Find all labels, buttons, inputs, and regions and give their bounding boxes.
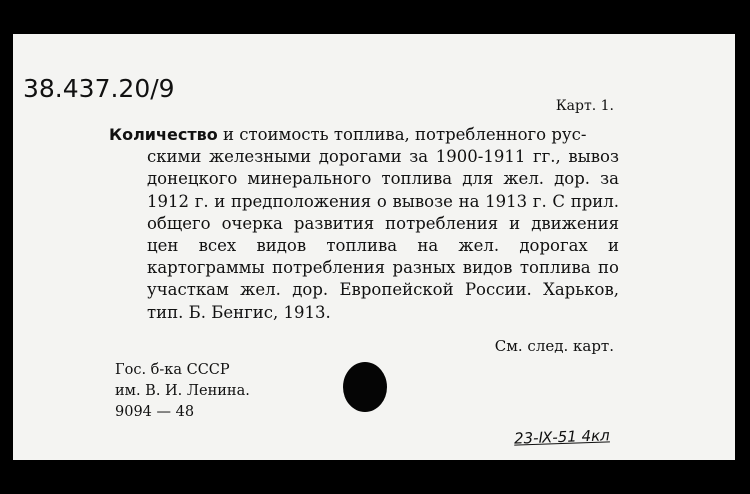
- first-line-rest: и стоимость топлива, потребленного рус-: [222, 125, 587, 144]
- description-first-line: [109, 124, 619, 146]
- heading-word: Количество: [109, 125, 218, 144]
- catalog-card: [13, 34, 735, 460]
- shelfmark: 38.437.20/9: [23, 74, 175, 103]
- card-number: Карт. 1.: [555, 98, 614, 114]
- library-stamp-text: [115, 360, 250, 423]
- ink-stamp-blot: [343, 362, 387, 412]
- library-line-2: им. В. И. Ленина.: [115, 383, 250, 399]
- description-body: скими железными дорогами за 1900-1911 гг., вывоз донецкого минерального топлива для жел. дор. за 1912 г. и предположения о вывозе на 1913 г. С прил. общего очерка развития потребления и движения цен всех видов топлива на жел. дорогах и картограммы потребления разных видов топлива по участкам жел. дор. Европейской России. Харьков, тип. Б. Бенгис, 1913.: [147, 147, 619, 322]
- bibliographic-description: [109, 124, 619, 324]
- handwritten-note: 23-Ⅸ-51 4кл: [513, 426, 611, 448]
- library-line-3: 9094 — 48: [115, 404, 195, 420]
- see-next-card: См. след. карт.: [494, 337, 614, 355]
- library-line-1: Гос. б-ка СССР: [115, 362, 230, 378]
